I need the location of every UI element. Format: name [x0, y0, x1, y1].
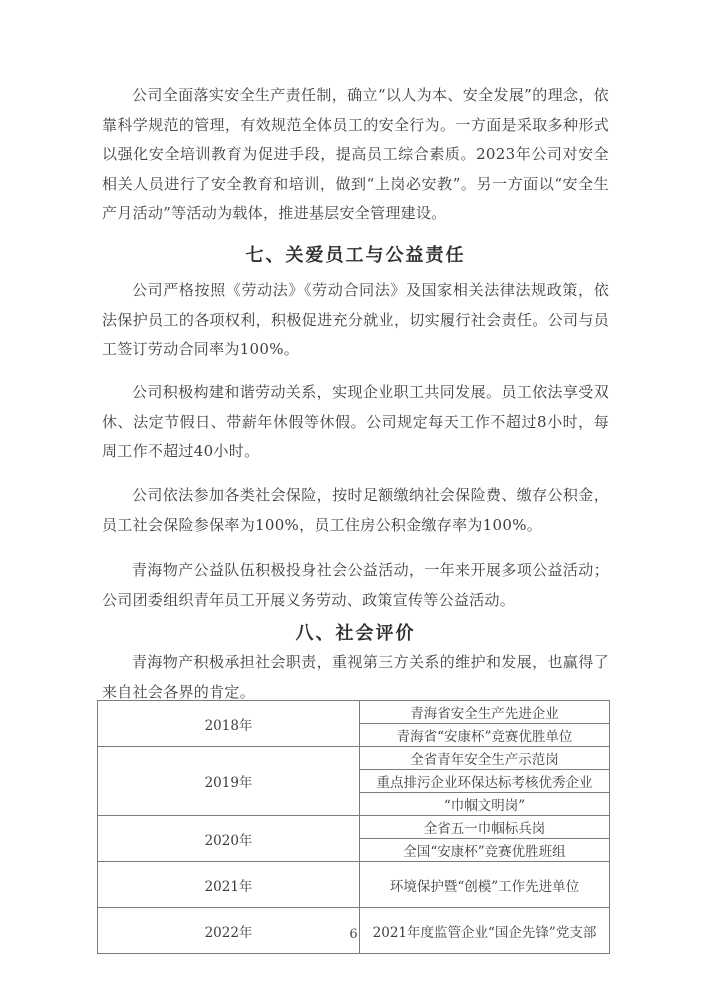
year-cell: 2018年: [98, 701, 360, 747]
section-8-heading: 八、社会评价: [295, 623, 416, 643]
awards-table-body: [98, 701, 610, 954]
safety-intro-paragraph: 公司全面落实安全生产责任制，确立“以人为本、安全发展”的理念，依靠科学规范的管理，有效规范全体员工的安全行为。一方面是采取多种形式以强化安全培训教育为促进手段，提高员工综合素质。2023年公司对安全相关人员进行了安全教育和培训，做到“上岗必安教”。另一方面以“安全生产月活动”等活动为载体，推进基层安全管理建设。: [102, 86, 609, 222]
labor-law-paragraph: 公司严格按照《劳动法》《劳动合同法》及国家相关法律法规政策，依法保护员工的各项权利，积极促进充分就业，切实履行社会责任。公司与员工签订劳动合同率为100%。: [102, 281, 609, 358]
table-row: [98, 747, 610, 770]
award-cell: 全国“安康杯”竞赛优胜班组: [360, 839, 610, 862]
table-row: [98, 701, 610, 724]
award-cell: “巾帼文明岗”: [360, 793, 610, 816]
award-cell: 环境保护暨“创模”工作先进单位: [360, 862, 610, 908]
award-cell: 2021年度监管企业“国企先锋”党支部: [360, 908, 610, 954]
award-cell: 青海省“安康杯”竞赛优胜单位: [360, 724, 610, 747]
table-row: [98, 862, 610, 908]
social-insurance-paragraph: 公司依法参加各类社会保险，按时足额缴纳社会保险费、缴存公积金，员工社会保险参保率为100%，员工住房公积金缴存率为100%。: [102, 486, 609, 534]
award-cell: 青海省安全生产先进企业: [360, 701, 610, 724]
awards-table: [97, 700, 610, 954]
year-cell: 2022年: [98, 908, 360, 954]
charity-paragraph: 青海物产公益队伍积极投身社会公益活动，一年来开展多项公益活动；公司团委组织青年员工开展义务劳动、政策宣传等公益活动。: [102, 561, 609, 609]
year-cell: 2021年: [98, 862, 360, 908]
section-7-heading: 七、关爱员工与公益责任: [245, 245, 466, 265]
awards-table-grid: [97, 700, 610, 954]
award-cell: 全省青年安全生产示范岗: [360, 747, 610, 770]
social-evaluation-paragraph: 青海物产积极承担社会职责，重视第三方关系的维护和发展，也赢得了来自社会各界的肯定。: [102, 653, 609, 701]
table-row: [98, 816, 610, 839]
work-hours-paragraph: 公司积极构建和谐劳动关系，实现企业职工共同发展。员工依法享受双休、法定节假日、带薪年休假等休假。公司规定每天工作不超过8小时，每周工作不超过40小时。: [102, 383, 609, 460]
award-cell: 重点排污企业环保达标考核优秀企业: [360, 770, 610, 793]
page-number: 6: [349, 927, 358, 942]
year-cell: 2019年: [98, 747, 360, 816]
year-cell: 2020年: [98, 816, 360, 862]
award-cell: 全省五一巾帼标兵岗: [360, 816, 610, 839]
